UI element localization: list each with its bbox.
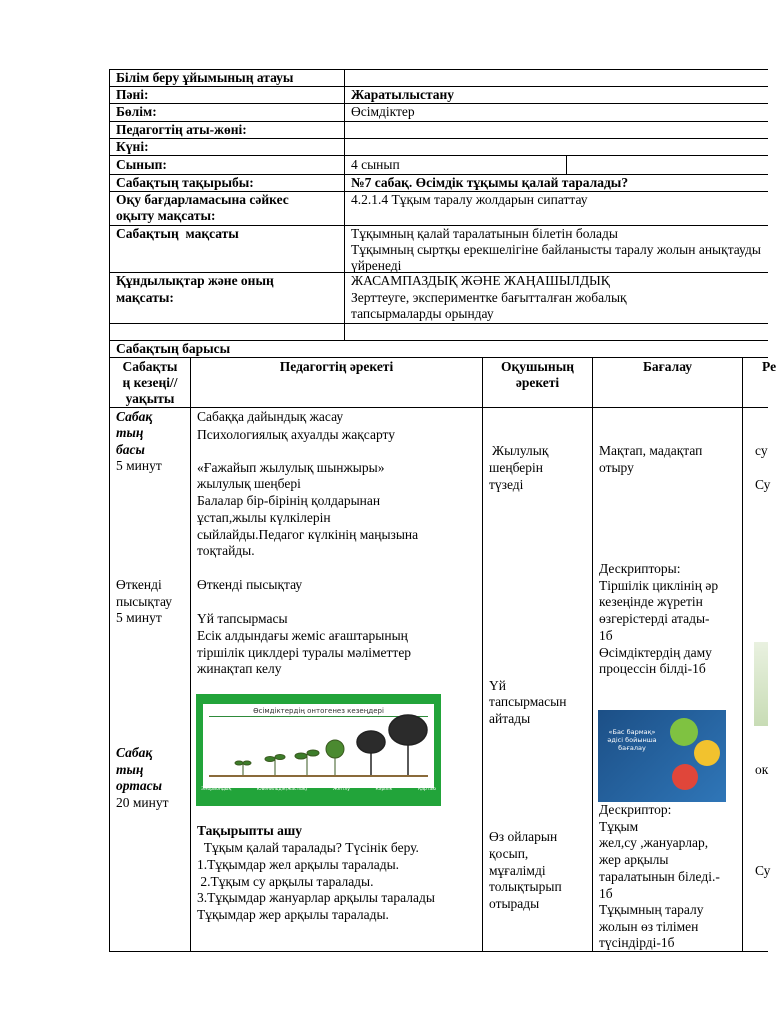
thumbs-down-icon [672, 764, 698, 790]
stage-middle-2: тың [116, 762, 144, 777]
table-border-left [109, 69, 110, 952]
image-title: Өсімдіктердің онтогенез кезеңдері [253, 707, 384, 715]
learning-objective-label-2: оқыту мақсаты: [116, 208, 216, 223]
teacher-name-label: Педагогтің аты-жөні: [116, 122, 247, 137]
thumbs-image-caption: «Бас бармақ» әдісі бойынша бағалау [607, 728, 657, 752]
student-text: қосып, [489, 846, 529, 861]
topic-text: Тұқымдар жер арқылы таралады. [197, 907, 389, 922]
lesson-goal-line-2: Тұқымның сыртқы ерекшелігіне байланысты таралу жолын анықтауды [351, 242, 761, 257]
student-text: түзеді [489, 477, 524, 492]
resource-image [754, 642, 768, 726]
values-label-2: мақсаты: [116, 290, 174, 305]
class-value: 4 сынып [351, 157, 400, 172]
stage-col-header-1: Сабақты [122, 359, 178, 374]
values-line-1: ЖАСАМПАЗДЫҚ ЖӘНЕ ЖАҢАШЫЛДЫҚ [351, 273, 610, 288]
learning-objective-value: 4.2.1.4 Тұқым таралу жолдарын сипаттау [351, 192, 588, 207]
assessment-col-header: Бағалау [642, 359, 693, 374]
assessment-text: Тіршілік циклінің әр [599, 578, 719, 593]
col-divider-3 [592, 357, 593, 952]
class-row-divider [566, 155, 567, 174]
col-divider-4 [742, 357, 743, 952]
row-line [109, 155, 768, 156]
ground-line [209, 775, 428, 777]
assessment-text: өзгерістерді атады- [599, 611, 710, 626]
stage-start-1: Сабақ [116, 409, 153, 424]
student-text: шеңберін [489, 460, 544, 475]
lesson-goal-label: Сабақтың мақсаты [116, 226, 239, 241]
assessment-text: процессін білді-1б [599, 661, 706, 676]
stage-review-time: 5 минут [116, 610, 162, 625]
homework-text: тіршілік циклдері туралы мәліметтер [197, 645, 412, 660]
col-divider-1 [190, 357, 191, 952]
subject-label: Пәні: [116, 87, 149, 102]
row-line [109, 323, 768, 324]
lesson-topic-value: №7 сабақ. Өсімдік тұқымы қалай таралады? [351, 175, 629, 190]
assessment-text: Тұқым [599, 819, 639, 834]
stage-review-1: Өткенді [116, 577, 162, 592]
thumbs-up-icon [670, 718, 698, 746]
image-stage-labels [201, 787, 436, 792]
assessment-text: жолын өз тілімен [599, 919, 699, 934]
student-text: тапсырмасын [489, 694, 567, 709]
teacher-text: Психологиялық ахуалды жақсарту [197, 427, 396, 442]
stage-label: Жетілу [332, 787, 350, 792]
assessment-text: Мақтап, мадақтап [599, 443, 703, 458]
stage-label: Қартаю [418, 787, 436, 792]
teacher-text: жылулық шеңбері [197, 476, 301, 491]
student-text: толықтырып [489, 879, 562, 894]
stage-middle-1: Сабақ [116, 745, 153, 760]
student-text: Жылулық [492, 443, 549, 458]
assessment-text: Өсімдіктердің даму [599, 645, 712, 660]
assessment-text: жел,су ,жануарлар, [599, 835, 709, 850]
stage-middle-time: 20 минут [116, 795, 169, 810]
descriptor-title: Дескрипторы: [599, 561, 681, 576]
assessment-text: жер арқылы [599, 852, 669, 867]
homework-text: жинақтап келу [197, 661, 282, 676]
date-label: Күні: [116, 139, 149, 154]
teacher-col-header: Педагогтің әрекеті [279, 359, 394, 374]
stage-review-2: пысықтау [116, 594, 173, 609]
col-divider-2 [482, 357, 483, 952]
topic-text: 1.Тұқымдар жел арқылы таралады. [197, 857, 400, 872]
learning-objective-label-1: Оқу бағдарламасына сәйкес [116, 192, 289, 207]
stage-start-2: тың [116, 425, 144, 440]
assessment-text: кезеңінде жүретін [599, 594, 703, 609]
stage-col-header-3: уақыты [125, 391, 175, 406]
values-line-2: Зерттеуге, экспериментке бағытталған жобалық [351, 290, 627, 305]
resources-col-header: Ре [762, 359, 776, 374]
descriptor-title: Дескриптор: [599, 802, 672, 817]
teacher-text: сыйлайды.Педагог күлкінің маңызына [197, 527, 419, 542]
lesson-goal-line-3: үйренеді [351, 258, 402, 273]
stage-label: Ювенильдік(жастық) [256, 787, 308, 792]
lesson-progress-title: Сабақтың барысы [116, 341, 231, 356]
image-panel [203, 704, 434, 788]
assessment-text: түсіндірді-1б [599, 935, 675, 950]
section-value: Өсімдіктер [351, 104, 415, 119]
teacher-text: ұстап,жылы күлкілерін [197, 510, 331, 525]
topic-text: Тұқым қалай таралады? Түсінік беру. [197, 840, 419, 855]
teacher-text: Сабаққа дайындық жасау [197, 409, 344, 424]
lesson-topic-label: Сабақтың тақырыбы: [116, 175, 254, 190]
values-line-3: тапсырмаларды орындау [351, 306, 494, 321]
student-col-header-1: Оқушының [500, 359, 575, 374]
stage-label: Эмбриондық [201, 787, 232, 792]
row-line [109, 407, 768, 408]
thumbs-side-icon [694, 740, 720, 766]
header-col-divider [344, 69, 345, 341]
resource-text: ок [755, 762, 769, 777]
subject-value: Жаратылыстану [351, 87, 455, 102]
class-label: Сынып: [116, 157, 167, 172]
teacher-text: Балалар бір-бірінің қолдарынан [197, 493, 381, 508]
assessment-text: 1б [599, 886, 613, 901]
topic-text: 3.Тұқымдар жануарлар арқылы таралады [197, 890, 435, 905]
stage-label: Кәрілік [375, 787, 393, 792]
topic-title: Тақырыпты ашу [197, 823, 303, 838]
student-text: Үй [489, 678, 506, 693]
assessment-text: отыру [599, 460, 634, 475]
resource-text: Су [755, 863, 771, 878]
stage-start-time: 5 минут [116, 458, 162, 473]
resource-text: Су [755, 477, 771, 492]
homework-text: Есік алдындағы жеміс ағаштарының [197, 628, 408, 643]
topic-text: 2.Тұқым су арқылы таралады. [197, 874, 374, 889]
teacher-text: «Ғажайып жылулық шынжыры» [197, 460, 385, 475]
stage-start-3: басы [116, 442, 145, 457]
org-name-label: Білім беру ұйымының атауы [116, 70, 294, 85]
teacher-text: тоқтайды. [197, 543, 255, 558]
resource-text: су [755, 443, 768, 458]
assessment-text: Тұқымның таралу [599, 902, 704, 917]
thumbs-assessment-image [598, 710, 726, 802]
student-text: мұғалімді [489, 863, 546, 878]
teacher-review: Өткенді пысықтау [197, 577, 303, 592]
assessment-text: 1б [599, 628, 613, 643]
plant-ontogenesis-image [196, 694, 441, 806]
assessment-text: таралатынын біледі.- [599, 869, 720, 884]
stage-col-header-2: ң кезеңі// [122, 375, 178, 390]
student-col-header-2: әрекеті [515, 375, 560, 390]
homework-title: Үй тапсырмасы [197, 611, 288, 626]
values-label-1: Құндылықтар және оның [116, 273, 274, 288]
section-label: Бөлім: [116, 104, 157, 119]
stage-middle-3: ортасы [116, 778, 162, 793]
lesson-goal-line-1: Тұқымның қалай таралатынын білетін болады [351, 226, 618, 241]
student-text: отырады [489, 896, 540, 911]
student-text: айтады [489, 711, 531, 726]
student-text: Өз ойларын [489, 829, 558, 844]
